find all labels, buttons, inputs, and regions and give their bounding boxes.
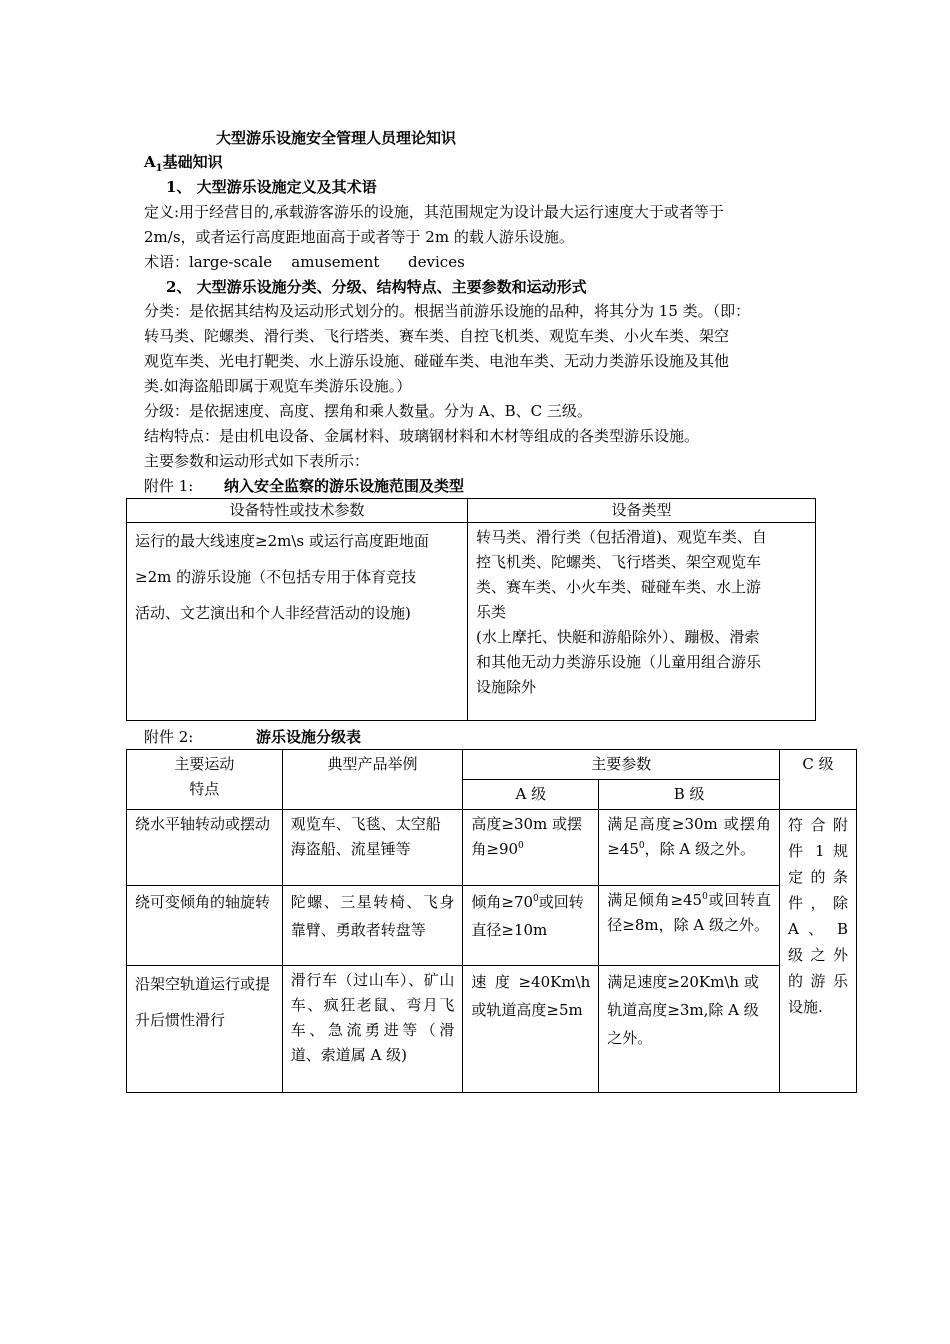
t2-header-motion-line: 主要运动 xyxy=(174,755,235,773)
t1-types-cell xyxy=(468,523,816,721)
t2-row1-b xyxy=(599,810,780,886)
classification-line-4: 类.如海盗船即属于观览车类游乐设施。） xyxy=(144,377,412,395)
classification-line-3: 观览车类、光电打靶类、水上游乐设施、碰碰车类、电池车类、无动力类游乐设施及其他 xyxy=(144,352,730,370)
grading-line: 分级：是依据速度、高度、摆角和乘人数量。分为 A、B、C 三级。 xyxy=(144,402,592,420)
degree-superscript: 0 xyxy=(533,894,539,904)
section-letter: A xyxy=(144,153,156,171)
t2-row2-a-text: 或回转直径≥10m xyxy=(471,893,584,939)
heading-2: 2、 大型游乐设施分类、分级、结构特点、主要参数和运动形式 xyxy=(166,278,587,296)
t1-types-line: 控飞机类、陀螺类、飞行塔类、架空观览车 xyxy=(476,553,762,571)
degree-superscript: 0 xyxy=(638,841,645,851)
degree-superscript: 0 xyxy=(518,841,524,851)
t2-header-a: A 级 xyxy=(463,780,599,810)
t2-header-params: 主要参数 xyxy=(463,750,780,780)
structure-line: 结构特点：是由机电设备、金属材料、玻璃钢材料和木材等组成的各类型游乐设施。 xyxy=(144,427,700,445)
definition-line-2: 2m/s，或者运行高度距地面高于或者等于 2m 的载人游乐设施。 xyxy=(144,228,574,246)
t2-row1-b-text: 满足高度≥30m 或摆角≥45 xyxy=(607,815,772,858)
t2-row2-b-text: 或回转直径≥8m，除 A 级之外。 xyxy=(607,891,772,934)
t2-row1-b-text: ，除 A 级之外。 xyxy=(644,840,756,858)
degree-superscript: 0 xyxy=(702,892,708,902)
t1-types-line: (水上摩托、快艇和游船除外）、蹦极、滑索 xyxy=(476,628,760,646)
t1-params-line: 运行的最大线速度≥2m\s 或运行高度距地面 xyxy=(135,532,429,550)
t2-row3-b: 满足速度≥20Km\h 或轨道高度≥3m,除 A 级之外。 xyxy=(599,966,780,1093)
heading-1: 1、 大型游乐设施定义及其术语 xyxy=(166,178,377,196)
t2-row2-motion: 绕可变倾角的轴旋转 xyxy=(127,886,283,966)
t2-row3-a: 速度≥40Km\h 或轨道高度≥5m xyxy=(463,966,599,1093)
attachment-1-title: 纳入安全监察的游乐设施范围及类型 xyxy=(224,477,465,495)
attachment-1-table xyxy=(126,498,816,721)
t1-types-line: 设施除外 xyxy=(476,678,537,696)
attachment-2-table xyxy=(126,749,857,1093)
section-heading-a1 xyxy=(144,152,223,172)
t1-params-cell xyxy=(127,523,468,721)
t1-types-line: 转马类、滑行类（包括滑道)、观览车类、自 xyxy=(476,528,767,546)
t2-row1-a xyxy=(463,810,599,886)
t2-header-b: B 级 xyxy=(599,780,780,810)
t2-row2-b-text: 满足倾角≥45 xyxy=(607,891,703,909)
t2-row2-example: 陀螺、三星转椅、飞身靠臂、勇敢者转盘等 xyxy=(282,886,463,966)
t1-params-line: 活动、文艺演出和个人非经营活动的设施) xyxy=(135,604,411,622)
t2-row1-a-text: 高度≥30m 或摆角≥90 xyxy=(471,815,583,858)
document-title: 大型游乐设施安全管理人员理论知识 xyxy=(216,129,457,147)
t2-row1-example xyxy=(282,810,463,886)
term-line: 术语：large-scale amusement devices xyxy=(144,253,465,271)
t2-header-motion xyxy=(127,750,283,810)
section-subscript: 1 xyxy=(155,163,163,174)
t2-row2-b xyxy=(599,886,780,966)
attachment-1-label: 附件 1: xyxy=(144,477,194,495)
definition-line-1: 定义:用于经营目的,承载游客游乐的设施，其范围规定为设计最大运行速度大于或者等于 xyxy=(144,203,724,221)
classification-line-1: 分类：是依据其结构及运动形式划分的。根据当前游乐设施的品种，将其分为 15 类。（即： xyxy=(144,302,751,320)
t2-row1-example-line: 海盗船、流星锤等 xyxy=(290,840,411,858)
t1-types-line: 乐类 xyxy=(476,603,507,621)
t2-c-description: 符合附件 1 规定的条件，除 A 、 B 级之外的游乐设施. xyxy=(780,810,857,1093)
t2-header-c: C 级 xyxy=(780,750,857,810)
section-label: 基础知识 xyxy=(162,153,223,171)
t1-types-line: 和其他无动力类游乐设施（儿童用组合游乐 xyxy=(476,653,762,671)
t2-row1-motion: 绕水平轴转动或摆动 xyxy=(127,810,283,886)
t1-params-line: ≥2m 的游乐设施（不包括专用于体育竞技 xyxy=(135,568,417,586)
classification-line-2: 转马类、陀螺类、滑行类、飞行塔类、赛车类、自控飞机类、观览车类、小火车类、架空 xyxy=(144,327,730,345)
t2-row1-example-line: 观览车、飞毯、太空船 xyxy=(290,815,441,833)
t2-row3-example: 滑行车（过山车）、矿山车、疯狂老鼠、弯月飞车、急流勇进等（滑道、索道属 A 级) xyxy=(282,966,463,1093)
t2-row2-a-text: 倾角≥70 xyxy=(471,893,534,911)
t1-header-params: 设备特性或技术参数 xyxy=(127,499,468,523)
t2-header-example: 典型产品举例 xyxy=(282,750,463,810)
parameters-line: 主要参数和运动形式如下表所示： xyxy=(144,452,370,470)
attachment-2-label: 附件 2: xyxy=(144,728,194,746)
t1-types-line: 类、赛车类、小火车类、碰碰车类、水上游 xyxy=(476,578,762,596)
t2-header-motion-line: 特点 xyxy=(189,780,220,798)
t2-row3-motion: 沿架空轨道运行或提升后惯性滑行 xyxy=(127,966,283,1093)
attachment-2-title: 游乐设施分级表 xyxy=(256,728,362,746)
t2-row2-a xyxy=(463,886,599,966)
t1-header-types: 设备类型 xyxy=(468,499,816,523)
